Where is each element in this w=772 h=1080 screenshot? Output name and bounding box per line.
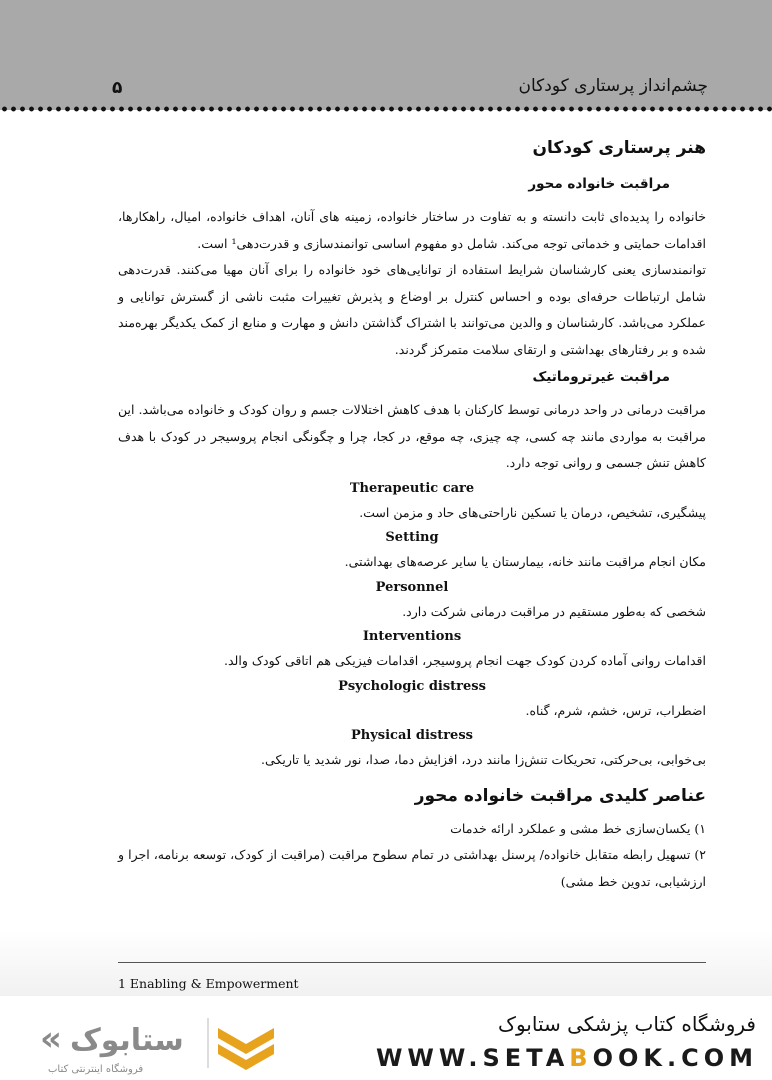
svg-text:«: «	[40, 1019, 62, 1059]
term-definition: بی‌خوابی، بی‌حرکتی، تحریکات تنش‌زا مانند درد، افزایش دما، صدا، نور شدید یا تاریکی.	[261, 752, 706, 767]
paragraph: خانواده را پدیده‌ای ثابت دانسته و به تفاوت در ساختار خانواده، زمینه های آنان، اهداف خانواده، امیال، راهکارها، اقدامات حمایتی و خدماتی توجه می‌کند. شامل دو مفهوم اساسی توانمندسازی و قدرت‌دهی¹ است.	[118, 209, 706, 251]
term-heading: Interventions	[362, 629, 462, 644]
page-body	[118, 128, 706, 895]
page-number: ۵	[112, 78, 123, 98]
dotted-separator	[0, 104, 772, 114]
subsection-heading-family: مراقبت خانواده محور	[528, 176, 670, 192]
paragraph: توانمندسازی یعنی کارشناسان شرایط استفاده از توانایی‌های خود خانواده را برای آنان مهیا می‌کنند. قدرت‌دهی شامل ارتباطات حرفه‌ای بوده و احساس کنترل بر اوضاع و پذیرش تغییرات مثبت ناشی از گسترش توانایی و عملکرد می‌باشد. کارشناسان و والدین می‌توانند با اشتراک گذاشتن دانش و مهارت و منابع از کمک یکدیگر بهره‌مند شده و بر رفتارهای بهداشتی و ارتقای سلامت متمرکز گردند.	[118, 262, 706, 357]
subsection-heading-atraumatic: مراقبت غیرتروماتیک	[532, 369, 670, 385]
footnote: 1 Enabling & Empowerment	[118, 976, 299, 991]
section-title: هنر پرستاری کودکان	[532, 138, 706, 158]
term-heading: Physical distress	[351, 728, 473, 743]
bottom-fade	[0, 930, 772, 996]
term-definition: شخصی که به‌طور مستقیم در مراقبت درمانی شرکت دارد.	[402, 603, 706, 619]
list-item: ۱) یکسان‌سازی خط مشی و عملکرد ارائه خدمات	[450, 820, 706, 836]
running-header-title: چشم‌انداز پرستاری کودکان	[518, 76, 708, 96]
footnote-divider	[118, 962, 706, 963]
shop-name: فروشگاه کتاب پزشکی ستابوک	[498, 1012, 756, 1036]
term-heading: Psychologic distress	[338, 678, 486, 694]
setabook-logo	[18, 1006, 308, 1080]
logo-subtitle: فروشگاه اینترنتی کتاب	[48, 1064, 144, 1075]
url-part-a: SETA	[482, 1044, 570, 1072]
url-highlight: B	[569, 1044, 593, 1072]
term-heading: Personnel	[375, 579, 449, 595]
url-part-b: OOK.COM	[592, 1044, 758, 1072]
term-definition: اقدامات روانی آماده کردن کودک جهت انجام پروسیجر، اقدامات فیزیکی هم اتاقی کودک والد.	[224, 653, 706, 668]
list-item: ۲) تسهیل رابطه متقابل خانواده/ پرسنل بهداشتی در تمام سطوح مراقبت (مراقبت از کودک، توسعه برنامه، اجرا و ارزشیابی، تدوین خط مشی)	[118, 847, 706, 889]
term-definition: مکان انجام مراقبت مانند خانه، بیمارستان یا سایر عرصه‌های بهداشتی.	[344, 554, 706, 569]
svg-text:ستابوک: ستابوک	[70, 1023, 184, 1058]
term-definition: پیشگیری، تشخیص، درمان یا تسکین ناراحتی‌های حاد و مزمن است.	[359, 504, 706, 520]
term-heading: Setting	[385, 530, 439, 545]
shop-url[interactable]	[376, 1044, 758, 1072]
section-title-key-elements: عناصر کلیدی مراقبت خانواده محور	[414, 785, 706, 806]
url-prefix: WWW.	[375, 1044, 483, 1072]
paragraph: مراقبت درمانی در واحد درمانی توسط کارکنان با هدف کاهش اختلالات جسم و روان کودک و خانواده می‌باشد. این مراقبت به مواردی مانند چه کسی، چه چیزی، چه موقع، در کجا، چرا و چگونگی انجام پروسیجر در کودک با هدف کاهش تنش جسمی و روانی توجه دارد.	[118, 402, 706, 470]
term-heading: Therapeutic care	[349, 480, 475, 496]
term-definition: اضطراب، ترس، خشم، شرم، گناه.	[525, 702, 706, 718]
